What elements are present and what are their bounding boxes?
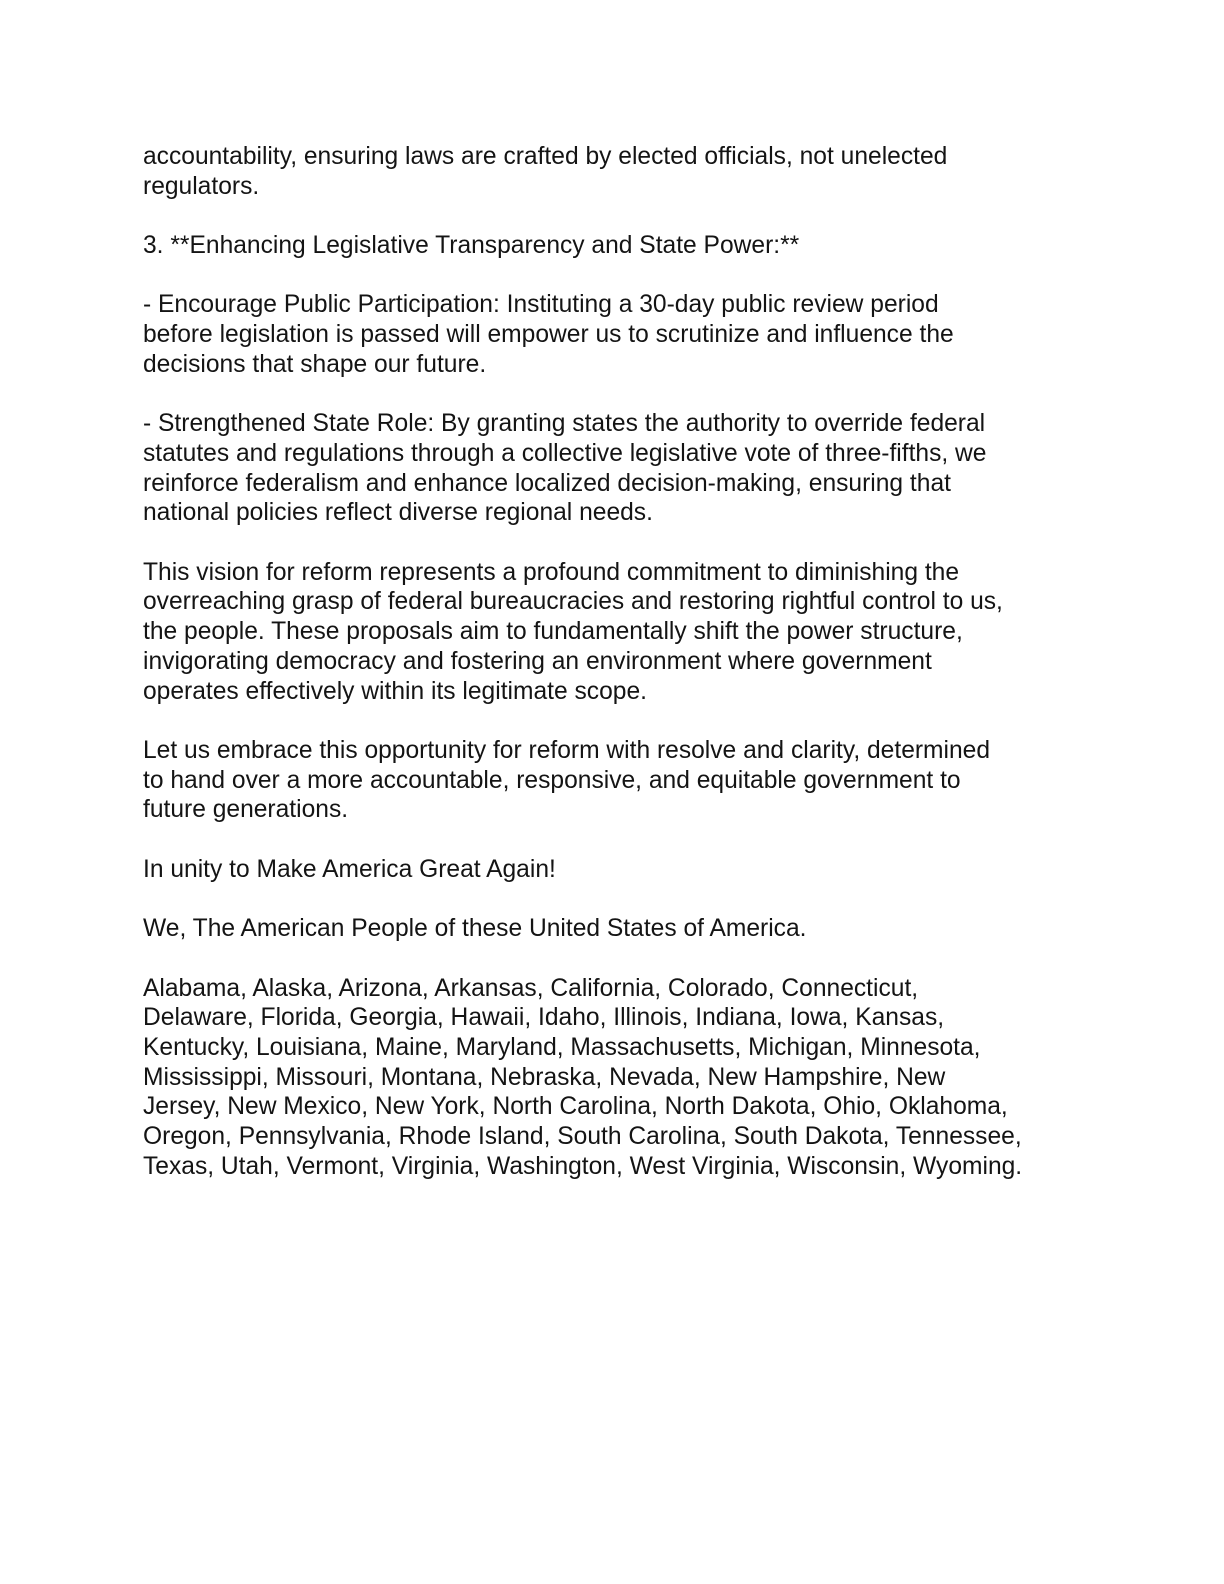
text-line: 3. **Enhancing Legislative Transparency and State Power:**	[143, 232, 800, 260]
text-line: Kentucky, Louisiana, Maine, Maryland, Massachusetts, Michigan, Minnesota,	[143, 1033, 981, 1061]
paragraph-vision	[143, 558, 1073, 707]
paragraph-states-list	[143, 974, 1073, 1182]
text-line: Mississippi, Missouri, Montana, Nebraska, Nevada, New Hampshire, New	[143, 1063, 946, 1091]
text-line: future generations.	[143, 796, 349, 824]
document-body	[143, 142, 1073, 1181]
text-line: reinforce federalism and enhance localized decision-making, ensuring that	[143, 469, 951, 497]
paragraph-continuation	[143, 142, 1073, 201]
text-line: Oregon, Pennsylvania, Rhode Island, South Carolina, South Dakota, Tennessee,	[143, 1123, 1022, 1151]
text-line: regulators.	[143, 172, 260, 200]
section-heading	[143, 231, 1073, 261]
text-line: accountability, ensuring laws are crafted by elected officials, not unelected	[143, 143, 948, 170]
text-line: This vision for reform represents a profound commitment to diminishing the	[143, 558, 960, 586]
text-line: Alabama, Alaska, Arizona, Arkansas, California, Colorado, Connecticut,	[143, 974, 919, 1002]
paragraph-unity	[143, 855, 1073, 885]
text-line: the people. These proposals aim to fundamentally shift the power structure,	[143, 618, 963, 646]
text-line: Let us embrace this opportunity for reform with resolve and clarity, determined	[143, 736, 991, 764]
text-line: overreaching grasp of federal bureaucracies and restoring rightful control to us,	[143, 588, 1003, 616]
paragraph-state-role	[143, 409, 1073, 528]
text-line: - Strengthened State Role: By granting states the authority to override federal	[143, 410, 986, 438]
paragraph-signature	[143, 914, 1073, 944]
paragraph-public-participation	[143, 290, 1073, 379]
text-line: statutes and regulations through a collective legislative vote of three-fifths, we	[143, 439, 987, 467]
text-line: operates effectively within its legitimate scope.	[143, 677, 647, 705]
text-line: Texas, Utah, Vermont, Virginia, Washington, West Virginia, Wisconsin, Wyoming.	[143, 1152, 1023, 1180]
text-line: before legislation is passed will empower us to scrutinize and influence the	[143, 321, 954, 349]
text-line: decisions that shape our future.	[143, 350, 487, 378]
paragraph-embrace	[143, 736, 1073, 825]
text-line: Jersey, New Mexico, New York, North Carolina, North Dakota, Ohio, Oklahoma,	[143, 1093, 1008, 1121]
text-line: to hand over a more accountable, responsive, and equitable government to	[143, 766, 961, 794]
text-line: national policies reflect diverse regional needs.	[143, 499, 653, 527]
text-line: We, The American People of these United States of America.	[143, 915, 807, 943]
text-line: Delaware, Florida, Georgia, Hawaii, Idaho, Illinois, Indiana, Iowa, Kansas,	[143, 1004, 945, 1032]
text-line: In unity to Make America Great Again!	[143, 855, 556, 883]
text-line: - Encourage Public Participation: Instituting a 30-day public review period	[143, 291, 939, 319]
text-line: invigorating democracy and fostering an environment where government	[143, 647, 932, 675]
